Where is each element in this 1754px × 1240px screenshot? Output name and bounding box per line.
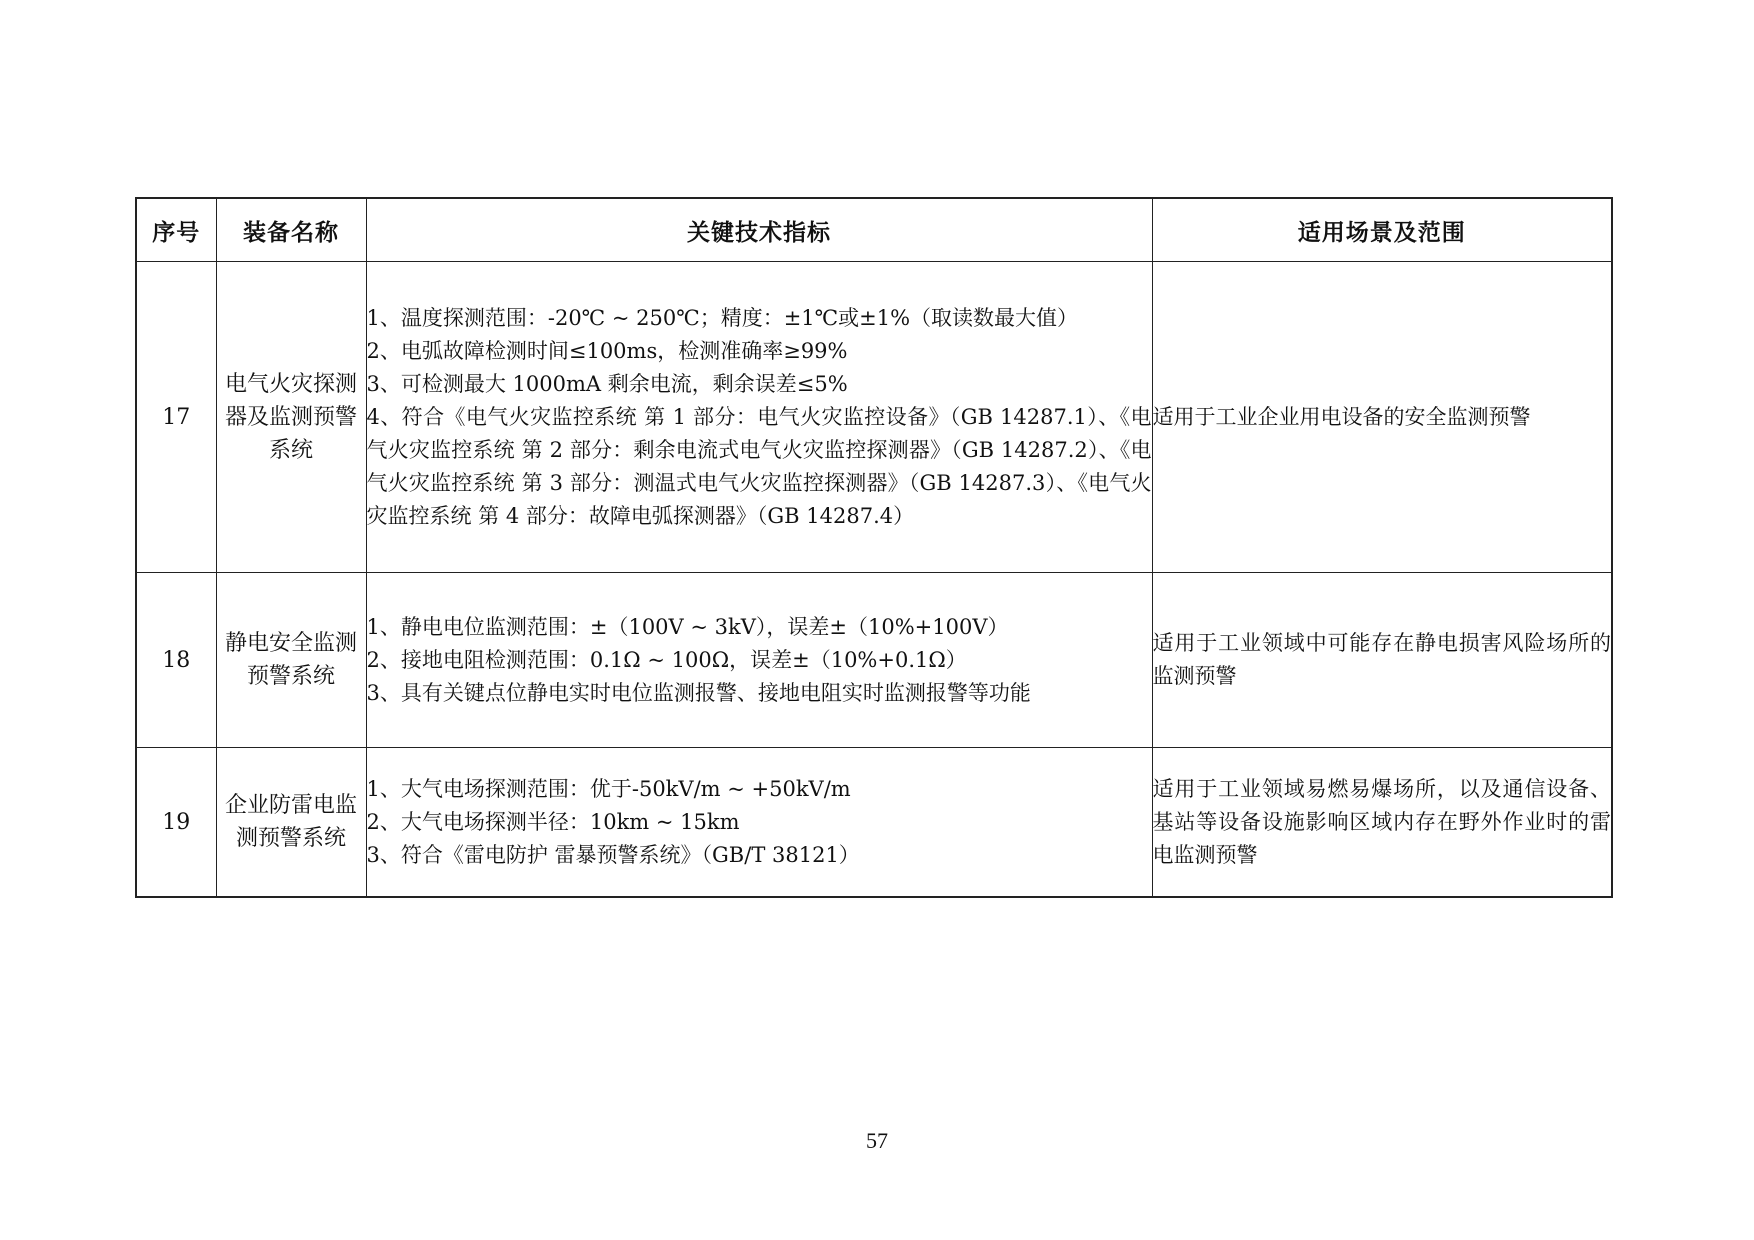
- equipment-name: 企业防雷电监测预警系统: [216, 748, 366, 898]
- spec-list: [366, 573, 1152, 748]
- scope-text: 适用于工业领域易燃易爆场所，以及通信设备、基站等设备设施影响区域内存在野外作业时的雷电监测预警: [1152, 748, 1612, 898]
- spec-list: [366, 262, 1152, 573]
- header-scope: 适用场景及范围: [1152, 198, 1612, 262]
- table-header-row: [136, 198, 1612, 262]
- spec-item: 2、电弧故障检测时间≤100ms，检测准确率≥99%: [366, 338, 848, 363]
- spec-item: 2、接地电阻检测范围：0.1Ω ~ 100Ω，误差±（10%+0.1Ω）: [366, 647, 967, 672]
- header-name: 装备名称: [216, 198, 366, 262]
- table-row: [136, 262, 1612, 573]
- spec-item: 3、具有关键点位静电实时电位监测报警、接地电阻实时监测报警等功能: [366, 680, 1031, 705]
- equipment-name: 电气火灾探测器及监测预警系统: [216, 262, 366, 573]
- equipment-name: 静电安全监测预警系统: [216, 573, 366, 748]
- table-row: [136, 748, 1612, 898]
- spec-item: 1、大气电场探测范围：优于-50kV/m ~ +50kV/m: [366, 776, 851, 801]
- spec-item: 3、可检测最大 1000mA 剩余电流，剩余误差≤5%: [366, 371, 848, 396]
- scope-text: 适用于工业领域中可能存在静电损害风险场所的监测预警: [1152, 573, 1612, 748]
- header-spec: 关键技术指标: [366, 198, 1152, 262]
- table-row: [136, 573, 1612, 748]
- row-number: 17: [136, 262, 216, 573]
- spec-item: 1、温度探测范围：-20℃ ~ 250℃；精度：±1℃或±1%（取读数最大值）: [366, 305, 1079, 330]
- spec-item: 4、符合《电气火灾监控系统 第 1 部分：电气火灾监控设备》（GB 14287.1）、《电气火灾监控系统 第 2 部分：剩余电流式电气火灾监控探测器》（GB 14287.2）、《电气火灾监控系统 第 3 部分：测温式电气火灾监控探测器》（GB 14287.3）、《电气火灾监控系统 第 4 部分：故障电弧探测器》（GB 14287.4）: [366, 404, 1152, 528]
- equipment-spec-table: [135, 197, 1613, 898]
- spec-item: 2、大气电场探测半径：10km ~ 15km: [366, 809, 740, 834]
- scope-text: 适用于工业企业用电设备的安全监测预警: [1152, 262, 1612, 573]
- spec-list: [366, 748, 1152, 898]
- page-number: 57: [866, 1128, 888, 1153]
- spec-item: 3、符合《雷电防护 雷暴预警系统》（GB/T 38121）: [366, 842, 860, 867]
- row-number: 18: [136, 573, 216, 748]
- header-no: 序号: [136, 198, 216, 262]
- spec-item: 1、静电电位监测范围：±（100V ~ 3kV），误差±（10%+100V）: [366, 614, 1009, 639]
- row-number: 19: [136, 748, 216, 898]
